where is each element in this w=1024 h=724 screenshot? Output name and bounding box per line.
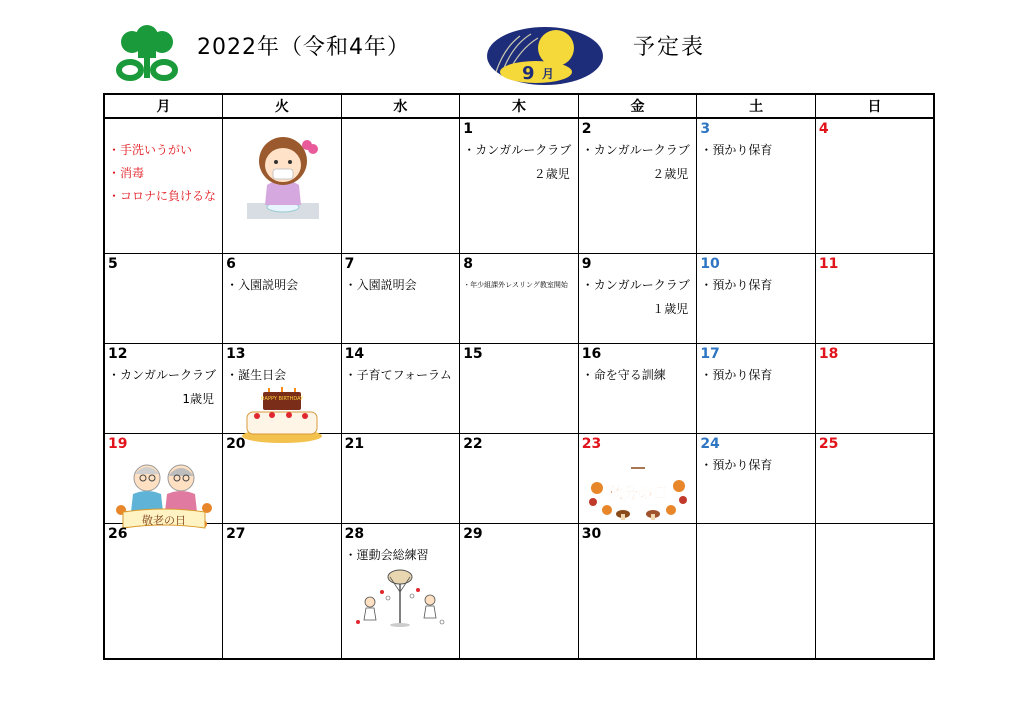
day-cell bbox=[578, 118, 697, 253]
day-event-sub: ２歳児 bbox=[533, 167, 570, 181]
day-event: ・子育てフォーラム bbox=[344, 367, 452, 382]
day-cell bbox=[104, 434, 223, 528]
note-item: ・消毒 bbox=[108, 166, 145, 180]
day-cell bbox=[697, 253, 816, 343]
weekday-sat: 土 bbox=[697, 94, 816, 118]
day-cell bbox=[815, 118, 934, 253]
day-number: 14 bbox=[344, 345, 365, 362]
day-cell bbox=[578, 253, 697, 343]
day-cell bbox=[341, 343, 460, 433]
day-number: 12 bbox=[108, 345, 128, 362]
month-number: 9 bbox=[522, 63, 535, 84]
day-number: 24 bbox=[700, 436, 720, 453]
day-event: ・預かり保育 bbox=[700, 277, 773, 292]
day-cell bbox=[697, 434, 816, 524]
day-number: 20 bbox=[226, 436, 246, 453]
day-cell bbox=[104, 253, 223, 343]
day-event: ・入園説明会 bbox=[344, 277, 417, 292]
handwashing-girl-illustration bbox=[241, 125, 325, 221]
day-number: 9 bbox=[581, 255, 592, 272]
day-number: 26 bbox=[108, 526, 128, 543]
day-event: ・誕生日会 bbox=[226, 367, 287, 382]
day-cell bbox=[104, 524, 223, 659]
day-cell bbox=[815, 434, 934, 524]
weekday-wed: 水 bbox=[341, 94, 460, 118]
day-event: ・カンガルークラブ bbox=[581, 277, 690, 292]
day-event: ・運動会総練習 bbox=[344, 548, 429, 563]
illustration-cell bbox=[223, 118, 342, 253]
empty-day-cell bbox=[697, 524, 816, 659]
autumnal-equinox-day-illustration bbox=[587, 464, 689, 522]
day-cell bbox=[697, 343, 816, 433]
weekday-mon: 月 bbox=[104, 94, 223, 118]
week-row bbox=[104, 118, 934, 253]
day-cell bbox=[460, 118, 579, 253]
day-number: 2 bbox=[581, 121, 592, 137]
day-cell bbox=[578, 434, 697, 524]
day-number: 19 bbox=[108, 436, 128, 453]
day-cell bbox=[341, 524, 460, 659]
day-number: 25 bbox=[818, 436, 839, 453]
day-number: 18 bbox=[818, 345, 839, 362]
day-cell bbox=[460, 434, 579, 524]
day-event: ・カンガルークラブ bbox=[108, 367, 217, 382]
day-cell bbox=[815, 253, 934, 343]
day-number: 23 bbox=[581, 436, 602, 453]
day-event-sub: １歳児 bbox=[652, 301, 689, 316]
day-cell bbox=[341, 253, 460, 343]
weekday-sun: 日 bbox=[815, 94, 934, 118]
weekday-fri: 金 bbox=[578, 94, 697, 118]
day-cell bbox=[460, 524, 579, 659]
week-row bbox=[104, 434, 934, 524]
day-number: 22 bbox=[463, 436, 483, 453]
day-number: 1 bbox=[463, 121, 473, 137]
day-event: ・命を守る訓練 bbox=[581, 367, 666, 382]
day-number: 28 bbox=[344, 526, 365, 543]
day-number: 29 bbox=[463, 526, 483, 543]
logo-icon bbox=[112, 24, 182, 84]
page-title: 2022年（令和4年） bbox=[197, 35, 410, 60]
week-row bbox=[104, 343, 934, 433]
day-cell bbox=[578, 343, 697, 433]
day-number: 5 bbox=[108, 255, 118, 272]
weekday-header-row bbox=[104, 94, 934, 118]
empty-day-cell bbox=[815, 524, 934, 659]
day-number: 11 bbox=[818, 255, 839, 272]
day-cell bbox=[815, 343, 934, 433]
day-cell bbox=[104, 343, 223, 433]
keiro-text: 敬老の日 bbox=[142, 514, 186, 528]
week-row bbox=[104, 253, 934, 343]
day-cell bbox=[223, 524, 342, 659]
day-number: 3 bbox=[700, 121, 711, 137]
day-number: 6 bbox=[226, 255, 236, 272]
day-event: ・入園説明会 bbox=[226, 277, 299, 292]
day-event: ・年少組課外レスリング教室開始 bbox=[463, 280, 568, 289]
day-event: ・預かり保育 bbox=[700, 367, 773, 382]
weekday-tue: 火 bbox=[223, 94, 342, 118]
empty-day-cell bbox=[341, 118, 460, 253]
schedule-heading: 予定表 bbox=[633, 35, 706, 60]
day-event: ・カンガルークラブ bbox=[581, 143, 690, 157]
day-cell bbox=[460, 343, 579, 433]
day-number: 13 bbox=[226, 345, 246, 362]
day-cell bbox=[460, 253, 579, 343]
day-event: ・カンガルークラブ bbox=[463, 143, 572, 157]
day-number: 8 bbox=[463, 255, 473, 272]
month-badge bbox=[486, 26, 604, 86]
day-cell bbox=[223, 434, 342, 524]
day-number: 4 bbox=[818, 121, 829, 137]
day-number: 7 bbox=[344, 255, 355, 272]
day-number: 21 bbox=[344, 436, 365, 453]
shubun-text: 秋分の日 bbox=[607, 484, 668, 503]
day-number: 27 bbox=[226, 526, 246, 543]
month-unit: 月 bbox=[542, 67, 555, 81]
day-number: 30 bbox=[581, 526, 602, 543]
day-number: 17 bbox=[700, 345, 720, 362]
day-number: 10 bbox=[700, 255, 720, 272]
weekday-thu: 木 bbox=[460, 94, 579, 118]
day-cell bbox=[223, 253, 342, 343]
day-cell bbox=[578, 524, 697, 659]
note-item: ・コロナに負けるな bbox=[108, 189, 217, 203]
notes-cell bbox=[104, 118, 223, 253]
day-event: ・預かり保育 bbox=[700, 458, 773, 473]
day-cell bbox=[223, 343, 342, 433]
day-cell bbox=[697, 118, 816, 253]
note-item: ・手洗いうがい bbox=[108, 143, 193, 157]
day-number: 16 bbox=[581, 345, 602, 362]
day-event-sub: 1歳児 bbox=[182, 391, 215, 406]
day-event-sub: ２歳児 bbox=[652, 167, 689, 181]
day-cell bbox=[341, 434, 460, 524]
week-row bbox=[104, 524, 934, 659]
day-event: ・預かり保育 bbox=[700, 143, 773, 157]
day-number: 15 bbox=[463, 345, 483, 362]
ball-toss-game-illustration bbox=[348, 568, 452, 628]
calendar-grid bbox=[103, 93, 935, 660]
cake-text: HAPPY BIRTHDAY bbox=[260, 395, 304, 402]
